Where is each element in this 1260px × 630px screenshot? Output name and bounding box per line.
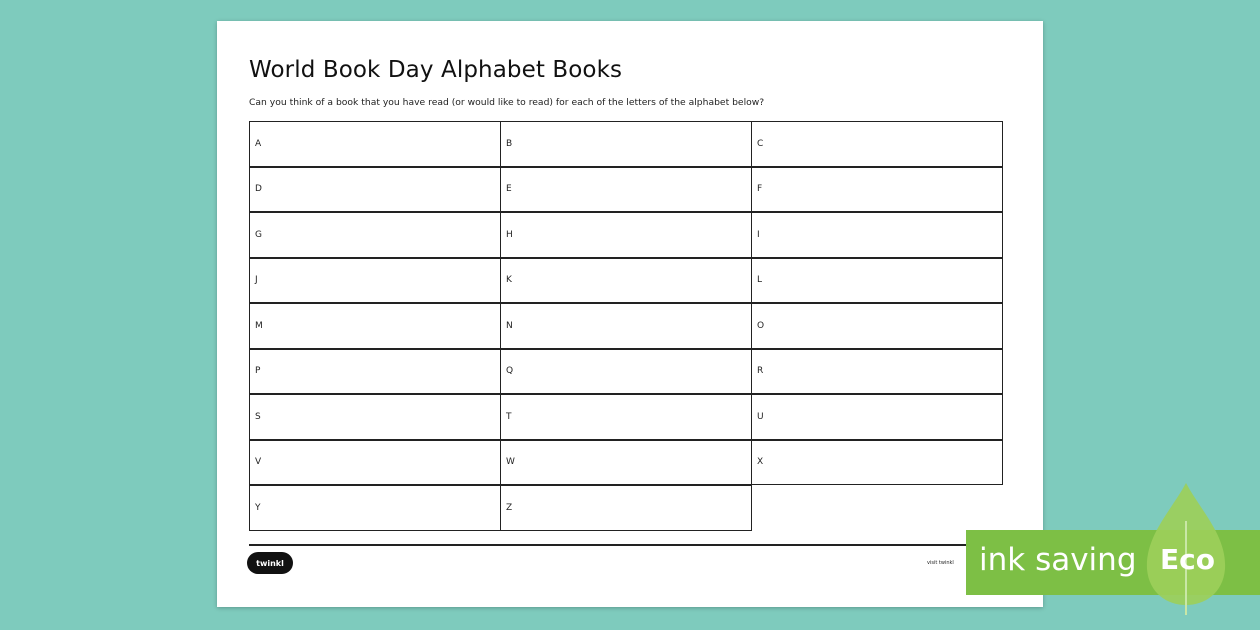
grid-row	[249, 440, 1007, 486]
letter-cell: S	[249, 394, 501, 440]
letter-cell: G	[249, 212, 501, 258]
worksheet-page	[217, 21, 1043, 607]
letter-cell: C	[751, 121, 1003, 167]
letter-cell: W	[500, 440, 752, 486]
letter-cell: H	[500, 212, 752, 258]
grid-row	[249, 258, 1007, 304]
worksheet-title: World Book Day Alphabet Books	[249, 57, 623, 83]
letter-cell: T	[500, 394, 752, 440]
letter-cell: X	[751, 440, 1003, 486]
letter-cell: J	[249, 258, 501, 304]
letter-cell: R	[751, 349, 1003, 395]
letter-cell: F	[751, 167, 1003, 213]
worksheet-instructions: Can you think of a book that you have read (or would like to read) for each of the letters of the alphabet below?	[249, 97, 765, 108]
twinkl-logo: twinkl	[247, 552, 293, 574]
grid-row	[249, 212, 1007, 258]
alphabet-grid	[249, 121, 1007, 531]
letter-cell: L	[751, 258, 1003, 304]
grid-row	[249, 485, 1007, 531]
letter-cell: E	[500, 167, 752, 213]
letter-cell: N	[500, 303, 752, 349]
letter-cell: Y	[249, 485, 501, 531]
grid-row	[249, 121, 1007, 167]
letter-cell: U	[751, 394, 1003, 440]
letter-cell: M	[249, 303, 501, 349]
letter-cell: K	[500, 258, 752, 304]
grid-row	[249, 167, 1007, 213]
ink-saving-label: ink saving	[979, 542, 1137, 578]
grid-row	[249, 303, 1007, 349]
eco-label: Eco	[1160, 543, 1215, 576]
letter-cell: D	[249, 167, 501, 213]
footer-divider	[249, 544, 1011, 546]
letter-cell: Q	[500, 349, 752, 395]
grid-row	[249, 394, 1007, 440]
letter-cell: A	[249, 121, 501, 167]
letter-cell: O	[751, 303, 1003, 349]
letter-cell: P	[249, 349, 501, 395]
letter-cell: I	[751, 212, 1003, 258]
footer-visit-text: visit twinkl	[927, 560, 954, 566]
letter-cell: B	[500, 121, 752, 167]
letter-cell: Z	[500, 485, 752, 531]
grid-row	[249, 349, 1007, 395]
letter-cell: V	[249, 440, 501, 486]
